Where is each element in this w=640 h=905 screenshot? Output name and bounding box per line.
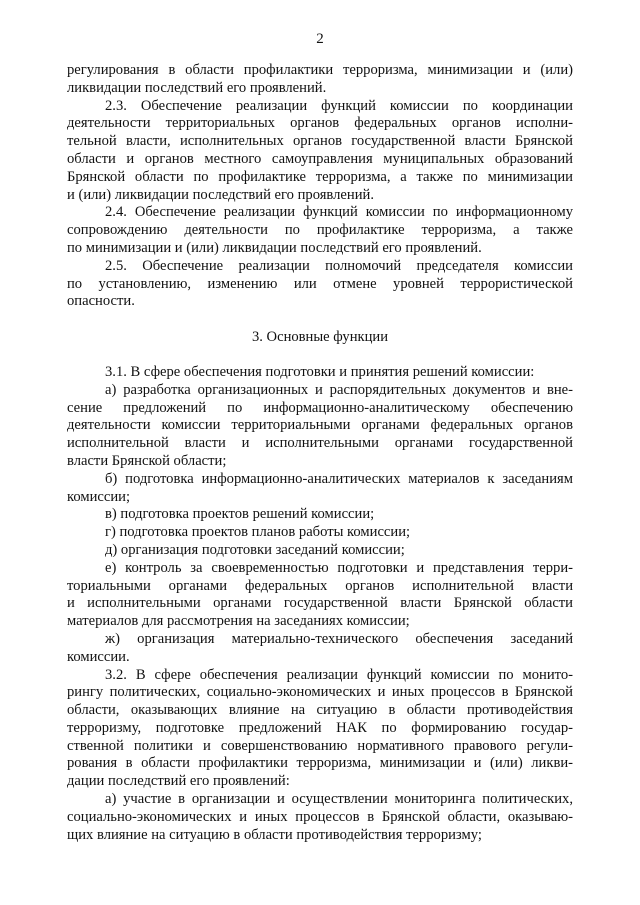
text-line: б) подготовка информационно-аналитических материалов к заседаниям — [105, 470, 573, 487]
text-line: исполнительной власти и исполнительными органами государственной — [67, 435, 573, 452]
paragraph — [67, 471, 573, 507]
text-line: деятельности территориальных органов федеральных органов исполни- — [67, 115, 573, 132]
paragraph — [67, 631, 573, 667]
paragraph — [67, 62, 573, 98]
text-line: 3.1. В сфере обеспечения подготовки и принятия решений комиссии: — [105, 363, 535, 380]
paragraph — [67, 506, 573, 524]
text-line: рования в области профилактики терроризма, минимизации и (или) ликви- — [67, 755, 573, 772]
text-line: материалов для рассмотрения на заседаниях комиссии; — [67, 613, 410, 630]
text-line: опасности. — [67, 293, 135, 310]
text-line: Брянской области по профилактике терроризма, а также по минимизации — [67, 168, 573, 185]
text-line: 2.4. Обеспечение реализации функций комиссии по информационному — [105, 204, 573, 221]
paragraph — [67, 667, 573, 792]
document-body — [67, 62, 573, 844]
text-line: 2.5. Обеспечение реализации полномочий председателя комиссии — [105, 257, 573, 274]
text-line: и исполнительными органами государственной власти Брянской области — [67, 595, 573, 612]
heading-spacing — [67, 347, 573, 364]
text-line: е) контроль за своевременностью подготовки и представления терри- — [105, 559, 573, 576]
paragraph — [67, 364, 573, 382]
heading-spacing — [67, 311, 573, 329]
text-line: г) подготовка проектов планов работы комиссии; — [105, 524, 411, 541]
text-line: ликвидации последствий его проявлений. — [67, 79, 327, 96]
text-line: комиссии. — [67, 648, 130, 665]
text-line: и (или) ликвидации последствий его проявлений. — [67, 186, 374, 203]
text-line: по установлению, изменению или отмене уровней террористической — [67, 275, 573, 292]
text-line: ж) организация материально-технического обеспечения заседаний — [105, 630, 573, 647]
text-line: области и органов местного самоуправления муниципальных образований — [67, 150, 573, 167]
text-line: комиссии; — [67, 488, 131, 505]
heading-text: 3. Основные функции — [251, 329, 389, 346]
text-line: власти Брянской области; — [67, 452, 227, 469]
paragraph — [67, 258, 573, 311]
text-line: 3.2. В сфере обеспечения реализации функций комиссии по монито- — [105, 666, 573, 683]
paragraph — [67, 791, 573, 844]
text-line: а) разработка организационных и распорядительных документов и вне- — [105, 381, 573, 398]
paragraph — [67, 98, 573, 205]
text-line: терроризму, подготовке предложений НАК по формированию государ- — [67, 719, 573, 736]
paragraph — [67, 204, 573, 257]
text-line: ториальными органами федеральных органов исполнительной власти — [67, 577, 573, 594]
text-line: деятельности комиссии территориальными органами федеральных органов — [67, 417, 573, 434]
text-line: 2.3. Обеспечение реализации функций комиссии по координации — [105, 97, 573, 114]
text-line: сопровождению деятельности по профилактике терроризма, а также — [67, 222, 573, 239]
text-line: тельной власти, исполнительных органов государственной власти Брянской — [67, 133, 573, 150]
text-line: щих влияние на ситуацию в области противодействия терроризму; — [67, 826, 482, 843]
section-heading — [67, 329, 573, 347]
text-line: по минимизации и (или) ликвидации последствий его проявлений. — [67, 239, 482, 256]
text-line: д) организация подготовки заседаний комиссии; — [105, 541, 405, 558]
text-line: рингу политических, социально-экономических и иных процессов в Брянской — [67, 684, 573, 701]
paragraph — [67, 524, 573, 542]
text-line: а) участие в организации и осуществлении мониторинга политических, — [105, 791, 573, 808]
paragraph — [67, 560, 573, 631]
text-line: в) подготовка проектов решений комиссии; — [105, 506, 375, 523]
paragraph — [67, 382, 573, 471]
text-line: дации последствий его проявлений: — [67, 773, 290, 790]
text-line: ственной политики и совершенствованию нормативного правового регули- — [67, 737, 573, 754]
text-line: области, оказывающих влияние на ситуацию в области противодействия — [67, 702, 573, 719]
text-line: сение предложений по информационно-аналитическому обеспечению — [67, 399, 573, 416]
text-line: социально-экономических и иных процессов в Брянской области, оказываю- — [67, 808, 573, 825]
paragraph — [67, 542, 573, 560]
page-number: 2 — [316, 31, 324, 47]
text-line: регулирования в области профилактики терроризма, минимизации и (или) — [67, 62, 573, 78]
